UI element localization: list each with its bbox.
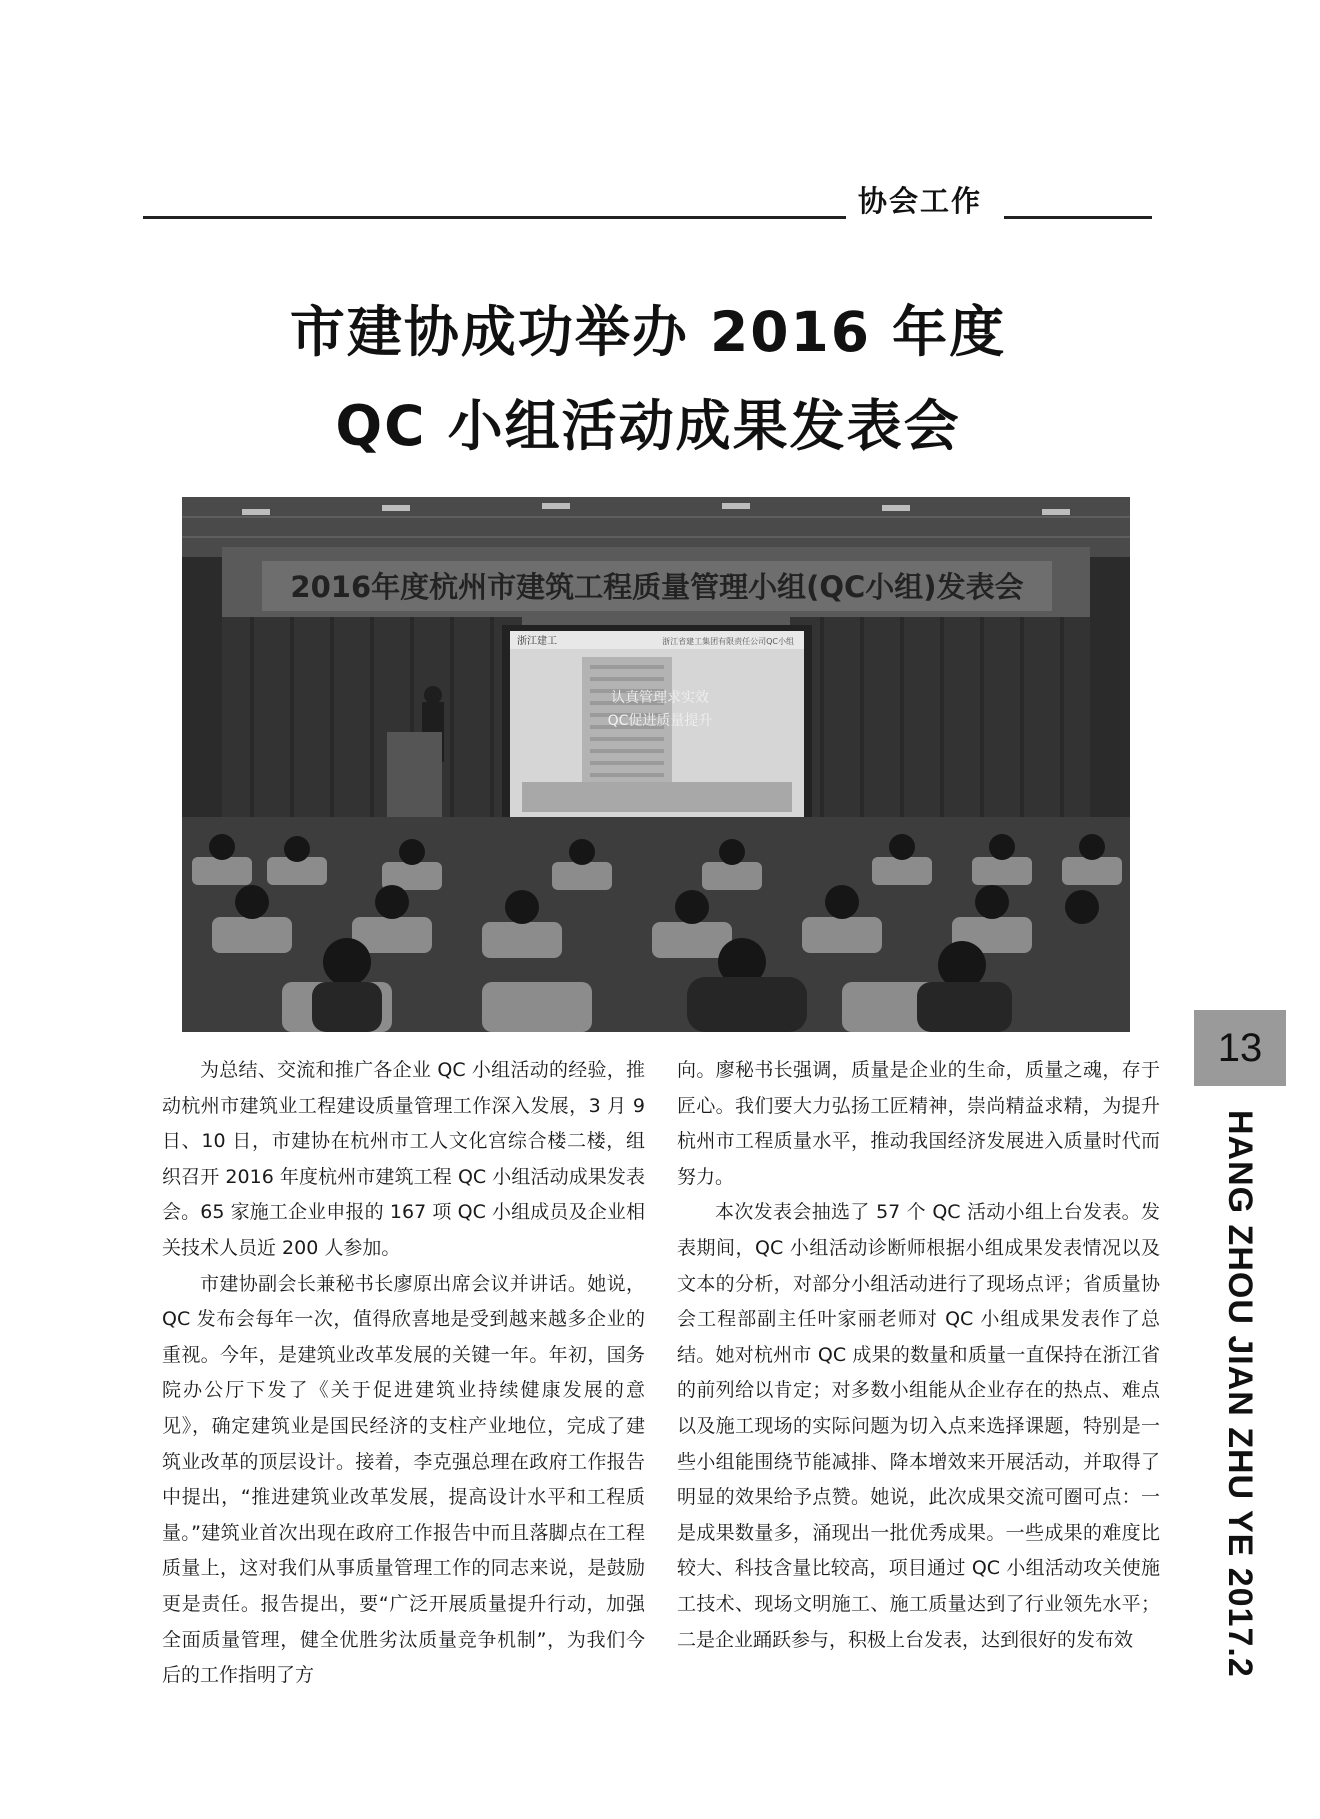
screen-logo-text: 浙江建工 <box>517 636 557 647</box>
header-rule-right <box>1004 216 1152 219</box>
paragraph-continued: 向。廖秘书长强调，质量是企业的生命，质量之魂，存于匠心。我们要大力弘扬工匠精神，崇尚精益求精，为提升杭州市工程质量水平，推动我国经济发展进入质量时代而努力。 <box>677 1059 1160 1188</box>
screen-caption-2: QC促进质量提升 <box>607 713 713 729</box>
screen-caption-1: 认真管理求实效 <box>611 690 709 706</box>
banner-text: 2016年度杭州市建筑工程质量管理小组(QC小组)发表会 <box>290 570 1024 604</box>
event-photo <box>182 497 1130 1032</box>
journal-tag: HANG ZHOU JIAN ZHU YE 2017.2 <box>1221 1110 1259 1678</box>
page-number: 13 <box>1194 1010 1286 1086</box>
section-label: 协会工作 <box>858 184 983 218</box>
title-line-1: 市建协成功举办 2016 年度 <box>289 300 1007 364</box>
title-line-2: QC 小组活动成果发表会 <box>335 394 961 458</box>
body-column-right <box>677 1053 1160 1658</box>
body-column-left <box>162 1053 645 1694</box>
paragraph: 市建协副会长兼秘书长廖原出席会议并讲话。她说，QC 发布会每年一次，值得欣喜地是受到越来越多企业的重视。今年，是建筑业改革发展的关键一年。年初，国务院办公厅下发了《关于促进建筑业持续健康发展的意见》，确定建筑业是国民经济的支柱产业地位，完成了建筑业改革的顶层设计。接着，李克强总理在政府工作报告中提出，“推进建筑业改革发展，提高设计水平和工程质量。”建筑业首次出现在政府工作报告中而且落脚点在工程质量上，这对我们从事质量管理工作的同志来说，是鼓励更是责任。报告提出，要“广泛开展质量提升行动，加强全面质量管理，健全优胜劣汰质量竞争机制”，为我们今后的工作指明了方 <box>162 1272 645 1687</box>
paragraph: 为总结、交流和推广各企业 QC 小组活动的经验，推动杭州市建筑业工程建设质量管理工作深入发展，3 月 9 日、10 日，市建协在杭州市工人文化宫综合楼二楼，组织召开 2016 年度杭州市建筑工程 QC 小组活动成果发表会。65 家施工企业申报的 167 项 QC 小组成员及企业相关技术人员近 200 人参加。 <box>162 1059 645 1259</box>
article-title <box>143 285 1153 473</box>
screen-header-text: 浙江省建工集团有限责任公司QC小组 <box>662 637 794 646</box>
header-rule-left <box>143 216 846 219</box>
paragraph: 本次发表会抽选了 57 个 QC 活动小组上台发表。发表期间，QC 小组活动诊断师根据小组成果发表情况以及文本的分析，对部分小组活动进行了现场点评；省质量协会工程部副主任叶家丽老师对 QC 小组成果发表作了总结。她对杭州市 QC 成果的数量和质量一直保持在浙江省的前列给以肯定；对多数小组能从企业存在的热点、难点以及施工现场的实际问题为切入点来选择课题，特别是一些小组能围绕节能减排、降本增效来开展活动，并取得了明显的效果给予点赞。她说，此次成果交流可圈可点：一是成果数量多，涌现出一批优秀成果。一些成果的难度比较大、科技含量比较高，项目通过 QC 小组活动攻关使施工技术、现场文明施工、施工质量达到了行业领先水平；二是企业踊跃参与，积极上台发表，达到很好的发布效 <box>677 1201 1160 1651</box>
